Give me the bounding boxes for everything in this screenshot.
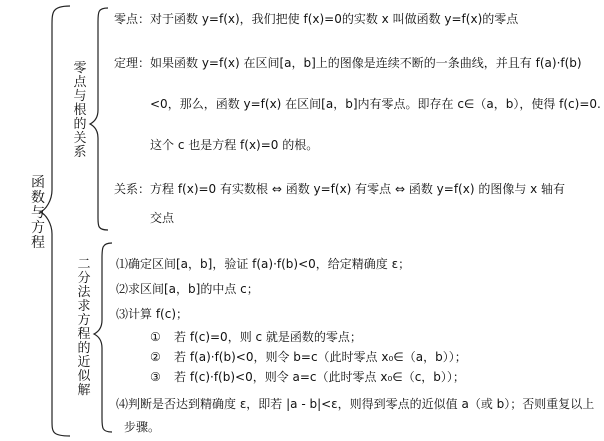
case-3-text: 若 f(c)·f(b)<0，则令 a=c（此时零点 x₀∈（c，b））； [174, 370, 465, 384]
bisection-step-4-line-2: 步骤。 [124, 420, 161, 434]
bisection-step-4-line-1: ⑷判断是否达到精确度 ε，即若 |a - b|<ε，则得到零点的近似值 a（或 b）；否则重复以上 [116, 397, 595, 411]
case-2-text: 若 f(a)·f(b)<0，则令 b=c（此时零点 x₀∈（a，b））； [174, 350, 467, 364]
section2-label: 二分法求方程的近似解 [77, 257, 91, 398]
bisection-step-2: ⑵求区间[a，b]的中点 c； [116, 282, 259, 296]
case-3 [150, 369, 465, 385]
section2-brace [94, 243, 112, 432]
case-2-marker: ② [150, 350, 161, 364]
zero-point-definition: 零点：对于函数 y=f(x)，我们把使 f(x)=0的实数 x 叫做函数 y=f(x)的零点 [114, 12, 519, 26]
case-1 [150, 329, 362, 345]
bisection-step-3: ⑶计算 f(c)； [116, 307, 189, 321]
root-label: 函数与方程 [31, 175, 45, 251]
case-3-marker: ③ [150, 370, 161, 384]
theorem-line-1: 定理：如果函数 y=f(x) 在区间[a，b]上的图像是连续不断的一条曲线，并且有 f(a)·f(b) [114, 56, 582, 70]
section1-brace [90, 8, 108, 230]
theorem-line-3: 这个 c 也是方程 f(x)=0 的根。 [150, 138, 319, 152]
relation-line-2: 交点 [150, 211, 175, 225]
case-1-marker: ① [150, 330, 161, 344]
section1-label: 零点与根的关系 [73, 61, 87, 160]
case-2 [150, 349, 467, 365]
bisection-step-1: ⑴确定区间[a，b]，验证 f(a)·f(b)<0，给定精确度 ε； [116, 257, 411, 271]
theorem-line-2: <0，那么，函数 y=f(x) 在区间[a，b]内有零点。即存在 c∈（a，b），使得 f(c)=0. [150, 97, 601, 111]
relation-line-1: 关系：方程 f(x)=0 有实数根 ⇔ 函数 y=f(x) 有零点 ⇔ 函数 y=f(x) 的图像与 x 轴有 [114, 182, 566, 196]
case-1-text: 若 f(c)=0，则 c 就是函数的零点； [174, 330, 362, 344]
